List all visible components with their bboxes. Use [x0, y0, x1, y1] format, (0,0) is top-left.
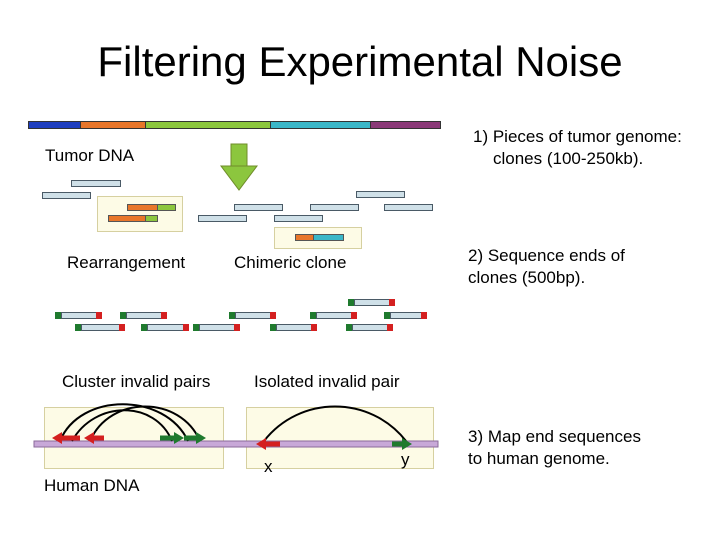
step-2-line-2: clones (500bp). — [468, 268, 586, 287]
left-arrow-icon — [256, 438, 280, 450]
tumor-dna-label: Tumor DNA — [45, 146, 135, 165]
step-2-line-1: 2) Sequence ends of — [468, 246, 625, 265]
step-1-line-2: clones (100-250kb). — [493, 149, 644, 168]
pair-arc — [264, 407, 406, 442]
rearrangement-label: Rearrangement — [67, 253, 186, 272]
human-dna-label: Human DNA — [44, 476, 140, 495]
x-label: x — [264, 457, 273, 476]
page-title: Filtering Experimental Noise — [97, 38, 623, 85]
right-arrow-icon — [392, 438, 412, 450]
step-3-line-2: to human genome. — [468, 449, 610, 468]
step-1-line-1: 1) Pieces of tumor genome: — [473, 127, 682, 146]
isolated-invalid-pair-label: Isolated invalid pair — [254, 372, 400, 391]
step-3-line-1: 3) Map end sequences — [468, 427, 641, 446]
y-label: y — [401, 450, 410, 469]
cluster-invalid-pairs-label: Cluster invalid pairs — [62, 372, 211, 391]
chimeric-clone-label: Chimeric clone — [234, 253, 347, 272]
pair-arc — [90, 407, 200, 442]
human-dna-bar — [34, 441, 438, 447]
